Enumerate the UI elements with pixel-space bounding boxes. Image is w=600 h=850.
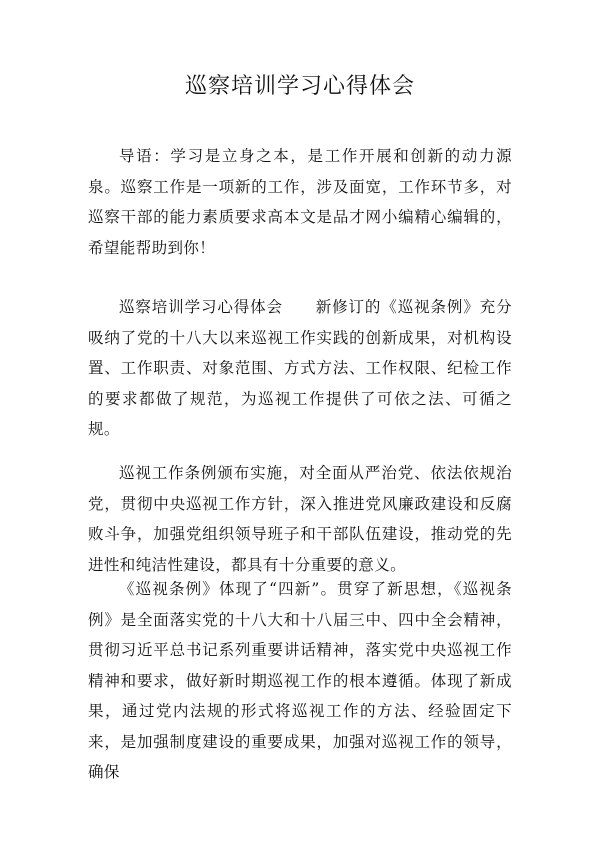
document-title: 巡察培训学习心得体会: [184, 74, 415, 99]
body-paragraph-1: 巡察培训学习心得体会 新修订的《巡视条例》充分吸纳了党的十八大以来巡视工作实践的创新成果，对机构设置、工作职责、对象范围、方式方法、工作权限、纪检工作的要求都做了规范，为巡视工作提供了可依之法、可循之规。: [88, 298, 512, 438]
intro-paragraph: 导语：学习是立身之本，是工作开展和创新的动力源泉。巡察工作是一项新的工作，涉及面宽，工作环节多，对巡察干部的能力素质要求高本文是品才网小编精心编辑的，希望能帮助到你！: [88, 147, 512, 257]
body-paragraph-2: 巡视工作条例颁布实施，对全面从严治党、依法依规治党，贯彻中央巡视工作方针，深入推进党风廉政建设和反腐败斗争，加强党组织领导班子和干部队伍建设，推动党的先进性和纯洁性建设，都具有十分重要的意义。: [88, 464, 512, 574]
body-paragraph-3: 《巡视条例》体现了“四新”。贯穿了新思想，《巡视条例》是全面落实党的十八大和十八届三中、四中全会精神，贯彻习近平总书记系列重要讲话精神，落实党中央巡视工作精神和要求，做好新时期巡视工作的根本遵循。体现了新成果，通过党内法规的形式将巡视工作的方法、经验固定下来，是加强制度建设的重要成果，加强对巡视工作的领导，确保: [88, 580, 512, 781]
